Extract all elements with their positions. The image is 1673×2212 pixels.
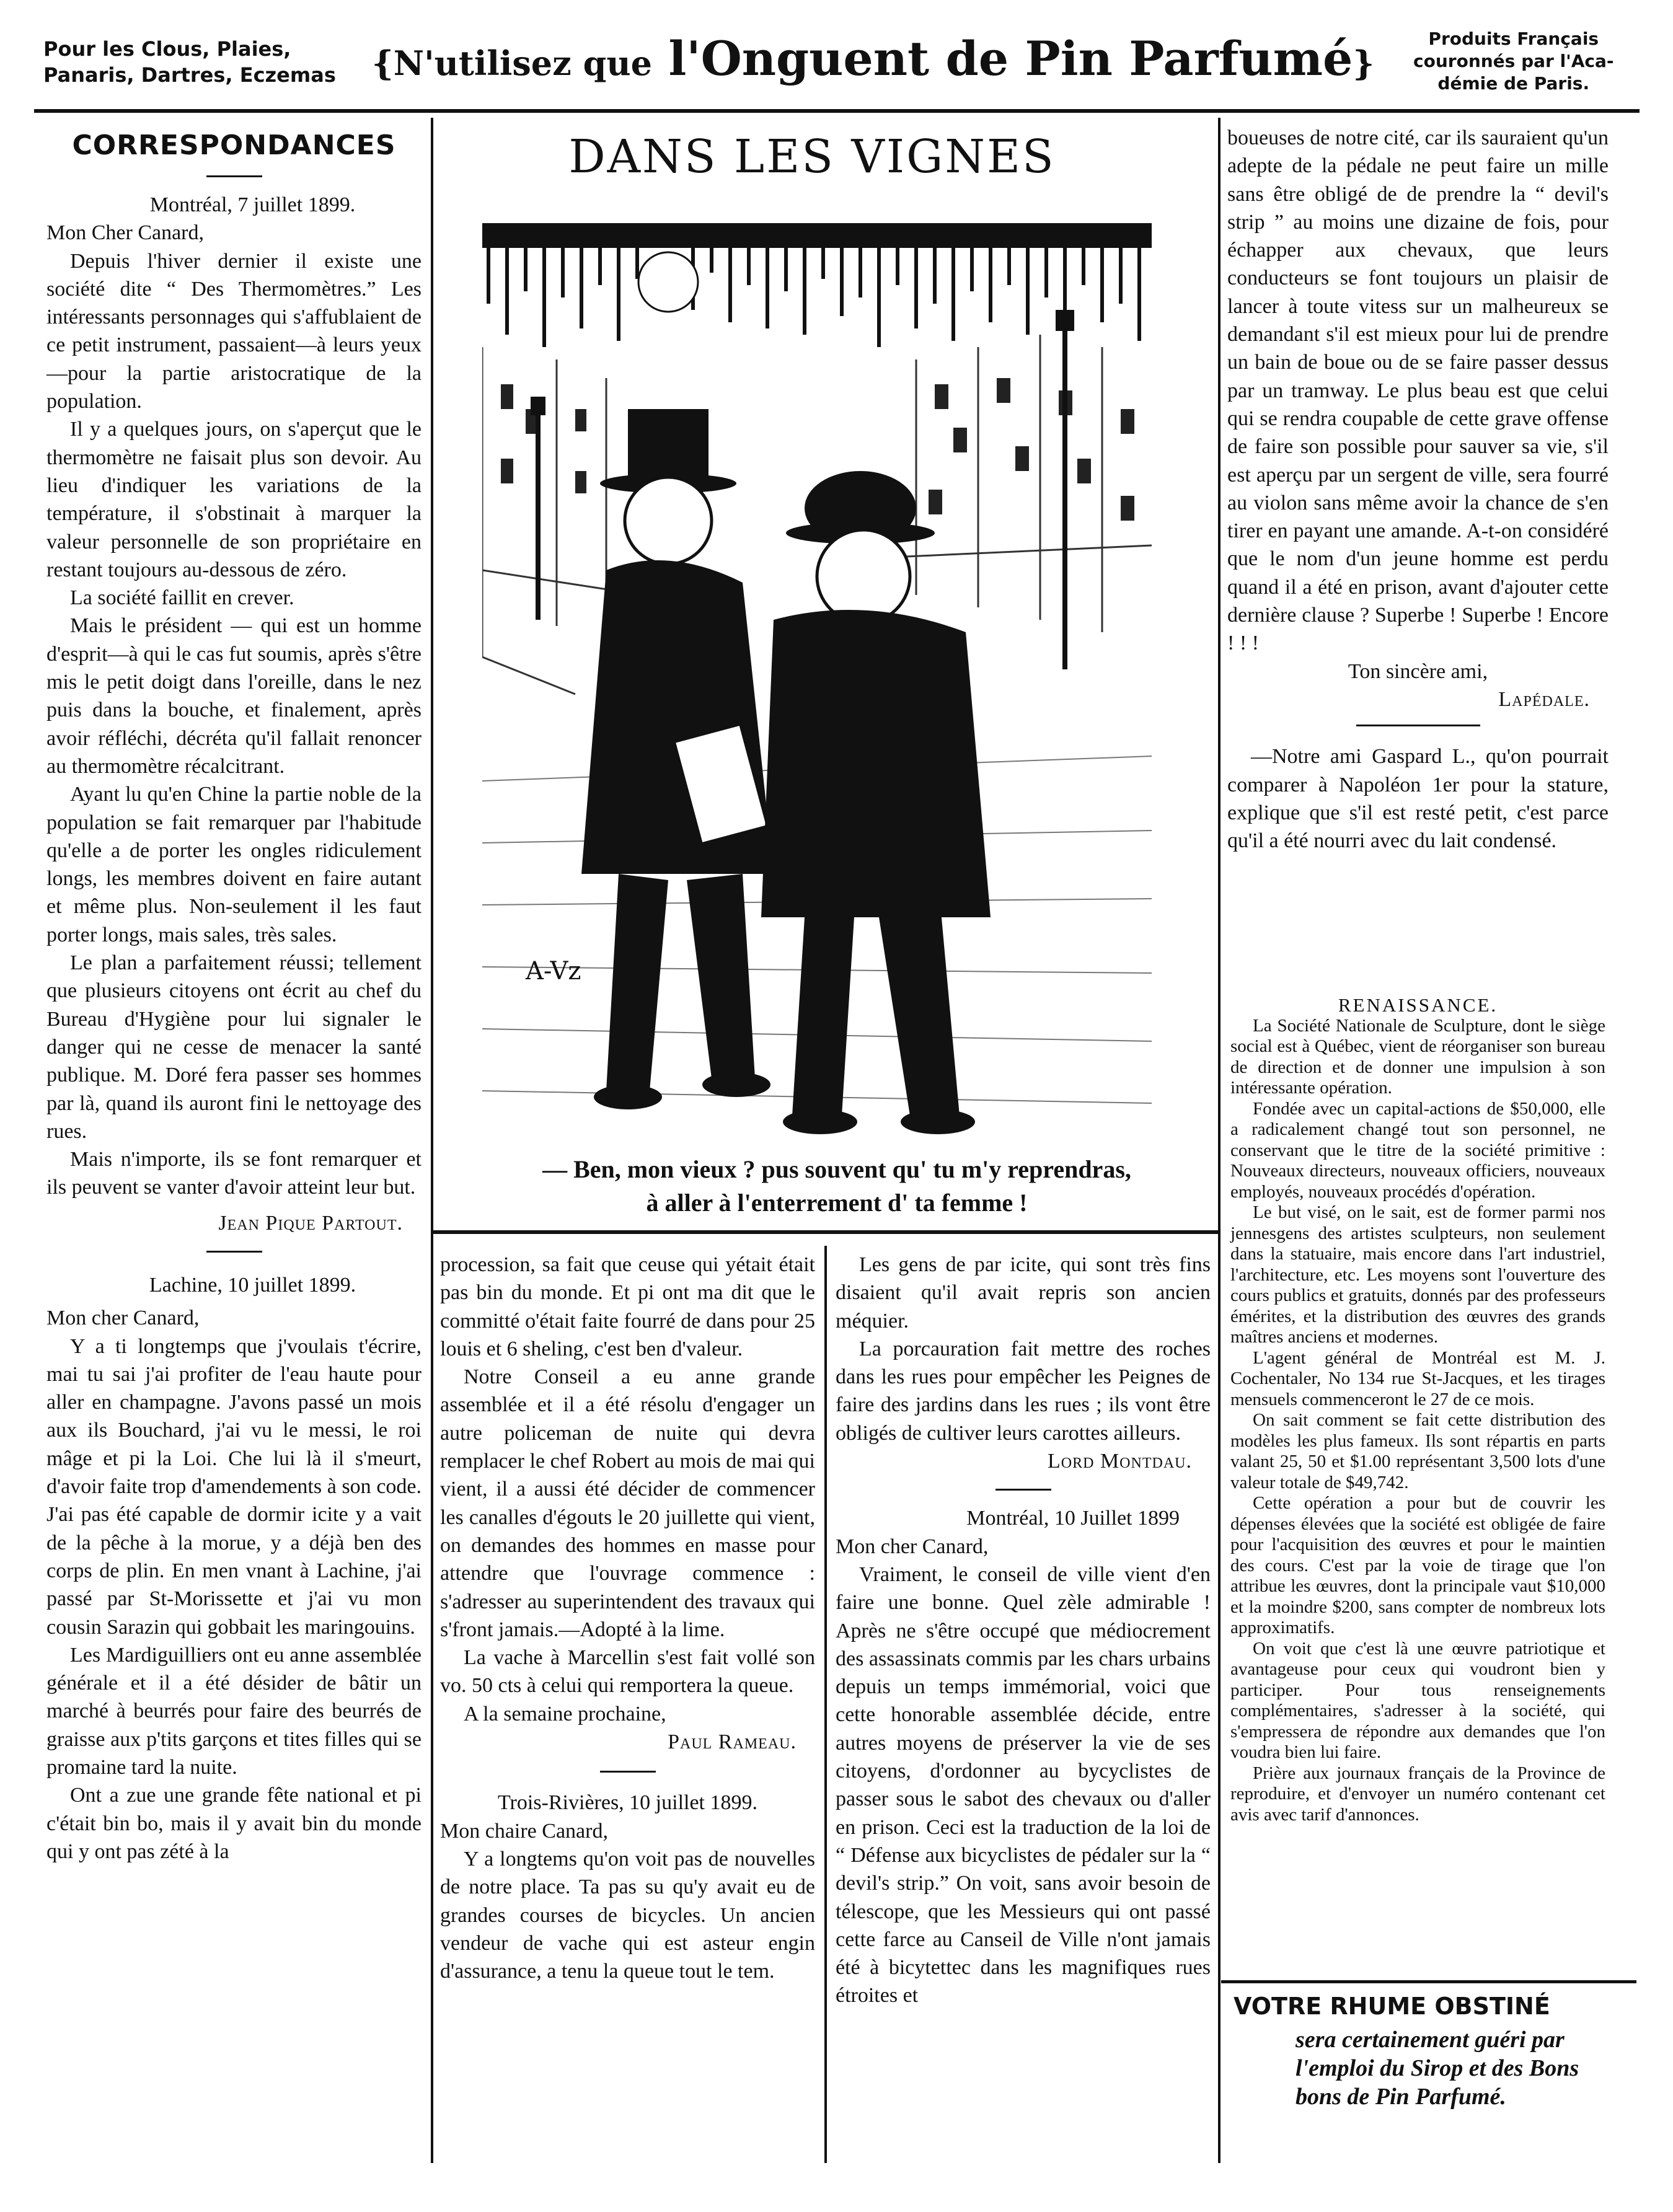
- paragraph: —Notre ami Gaspard L., qu'on pourrait comparer à Napoléon 1er pour la stature, explique que s'il est resté petit, c'est parce qu'il a été nourri avec du lait condensé.: [1227, 745, 1609, 853]
- paragraph: L'agent général de Montréal est M. J. Cochentaler, No 134 rue St-Jacques, et les tirages mensuels commenceront le 27 de ce mois.: [1230, 1347, 1605, 1409]
- divider: [206, 175, 262, 177]
- banner-prefix: {N'utilisez que: [372, 43, 652, 83]
- banner-right-text: [1413, 28, 1614, 95]
- notice-title: RENAISSANCE.: [1338, 994, 1498, 1016]
- paragraph: Ayant lu qu'en Chine la partie noble de la population se fait remarquer par l'habitude qu'elle a de porter les ongles ridiculement longs, les membres doivent en faire autant et même plus. Non-seulement il les faut porter longs, mais sales, très sales.: [46, 783, 422, 946]
- paragraph: Mais n'importe, ils se font remarquer et ils peuvent se vanter d'avoir atteint leur but.: [46, 1148, 422, 1199]
- paragraph: Notre Conseil a eu anne grande assemblée et il a été résolu d'engager un autre policeman de nuite qui devra remplacer le chef Robert au mois de mai qui vient, il a aussi été décider de commencer les canalles d'égouts le 20 juillette qui vient, on demandes des hommes en masse pour attendre que l'ouvrage commence : s'adresser au superintendent des travaux qui s'front jamais.—Adopté à la lime.: [440, 1365, 815, 1641]
- signature: Lord Montdau.: [1048, 1450, 1192, 1473]
- signature: Lapédale.: [1498, 687, 1590, 711]
- column-1: [46, 127, 422, 1866]
- letter-salutation: Mon cher Canard,: [836, 1535, 989, 1558]
- paragraph: Depuis l'hiver dernier il existe une société dite “ Des Thermomètres.” Les intéressants personnages qui s'affublaient de ce petit instrument, passaient—à leurs yeux—pour la partie aristocratique de la population.: [46, 249, 422, 413]
- paragraph: Fondée avec un capital-actions de $50,000, elle a radicalement changé tout son personnel, ne conservant que le titre de la société primitive : Nouveaux directeurs, nouveaux officiers, nouveaux employés, nouveaux procédés d'opération.: [1230, 1098, 1605, 1202]
- letter-salutation: Mon Cher Canard,: [46, 221, 205, 245]
- paragraph: Le plan a parfaitement réussi; tellement que plusieurs citoyens ont écrit au chef du Bureau d'Hygiène pour lui signaler le danger qui ne cesse de menacer la santé publique. M. Doré fera passer ses hommes par là, quand ils auront fini le nettoyage des rues.: [46, 951, 422, 1143]
- paragraph: La société faillit en crever.: [70, 586, 294, 610]
- signature: Jean Pique Partout.: [218, 1211, 403, 1235]
- artist-signature: A-Vz: [526, 957, 581, 985]
- paragraph: La Société Nationale de Sculpture, dont le siège social est à Québec, vient de réorganiser son bureau de direction et de donner une impulsion à son intéressante opération.: [1230, 1015, 1605, 1098]
- column-rule: [431, 118, 433, 2163]
- paragraph: On sait comment se fait cette distribution des modèles les plus fameux. Ils sont répartis en parts valant 25, 50 et $1.00 représentant 3,500 lots d'une valeur totale de $49,742.: [1230, 1410, 1605, 1492]
- advertisement: [1234, 1991, 1618, 2111]
- renaissance-notice: [1230, 995, 1605, 1825]
- letter-date: Montréal, 7 juillet 1899.: [149, 193, 356, 216]
- divider: [600, 1771, 656, 1773]
- column-4: [1227, 124, 1609, 855]
- column-rule: [1218, 118, 1221, 2163]
- paragraph: On voit que c'est là une œuvre patriotique et avantageuse pour ceux qui voudront bien y participer. Pour tous renseignements complémentaires, s'adresser à la société, qui s'empressera de répondre aux demandes que l'on voudra bien lui faire.: [1230, 1638, 1605, 1762]
- ad-body: sera certainement guéri par l'emploi du Sirop et des Bons bons de Pin Parfumé.: [1296, 2027, 1579, 2110]
- paragraph: Les Mardiguilliers ont eu anne assemblée générale et il a été désider de bâtir un marché à beurrés pour faire des beurrés de graisse aux p'tits garçons et tites filles qui se promaine tard la nuite.: [46, 1643, 422, 1779]
- illustration-caption: [508, 1153, 1165, 1220]
- paragraph: Mais le président — qui est un homme d'esprit—à qui le cas fut soumis, après s'être mis le petit doigt dans l'oreille, dans le nez puis dans la bouche, et finalement, après avoir réfléchi, décréta qu'il fallait renoncer au thermomètre récalcitrant.: [46, 614, 422, 778]
- banner-left-line2: Panaris, Dartres, Eczemas: [43, 63, 336, 87]
- letter-date: Montréal, 10 Juillet 1899: [966, 1507, 1180, 1530]
- ad-headline: VOTRE RHUME OBSTINÉ: [1234, 1993, 1550, 2020]
- section-heading: CORRESPONDANCES: [72, 130, 396, 161]
- masthead-banner: [37, 25, 1636, 105]
- moon: [638, 252, 698, 312]
- column-3: [836, 1251, 1211, 2010]
- advertisement-rule: [1221, 1980, 1636, 1983]
- illustration-title: DANS LES VIGNES: [568, 130, 1056, 183]
- signature: Paul Rameau.: [668, 1730, 797, 1754]
- illustration-bottom-rule: [433, 1230, 1219, 1234]
- column-rule: [824, 1246, 827, 2163]
- banner-headline: [372, 25, 1374, 97]
- banner-rule: [34, 109, 1640, 113]
- banner-left-line1: Pour les Clous, Plaies,: [43, 37, 291, 61]
- letter-salutation: Mon chaire Canard,: [440, 1819, 608, 1843]
- banner-right-line3: démie de Paris.: [1437, 73, 1590, 94]
- caption-line-2: à aller à l'enterrement d' ta femme !: [646, 1189, 1028, 1217]
- paragraph: Il y a quelques jours, on s'aperçut que le thermomètre ne faisait plus son devoir. Au lieu d'indiquer les variations de la température, il s'obstinait à marquer la valeur personnelle de son propriétaire en restant toujours au-dessous de zéro.: [46, 418, 422, 581]
- paragraph: Vraiment, le conseil de ville vient d'en faire une bonne. Quel zèle admirable ! Après ne s'être occupé que médiocrement des assassinats commis par les chars urbains depuis un temps immémorial, voici que cette honorable assemblée décide, entre autres moyens de préserver la vie de ses citoyens, d'ordonner au bycyclistes de passer sous le sabot des chevaux ou d'aller en prison. Ceci est la traduction de la loi de “ Défense aux bicyclistes de pédaler sur la “ devil's strip.” On voit, sans avoir besoin de télescope, que les Messieurs qui ont passé cette farce au Canseil de Ville n'ont jamais été à bicytettec dans les magnifiques rues étroites et: [836, 1562, 1211, 2007]
- paragraph: Cette opération a pour but de couvrir les dépenses élevées que la société est obligée de faire pour l'acquisition des œuvres et pour le maintien des cours. C'est par la voie de tirage que l'on attribue les œuvres, dont la principale vaut $10,000 et la moindre $200, sans compter de nombreux lots approximatifs.: [1230, 1493, 1605, 1637]
- banner-suffix: }: [1353, 43, 1375, 83]
- divider: [1356, 725, 1480, 726]
- paragraph: A la semaine prochaine,: [464, 1702, 666, 1725]
- letter-date: Lachine, 10 juillet 1899.: [149, 1273, 356, 1297]
- paragraph: Y a ti longtemps que j'voulais t'écrire, mai tu sai j'ai profiter de l'eau haute pour aller en champagne. J'avons passé un mois aux ils Bouchard, j'ai vu le messi, le roi mâge et pi la Loi. Che lui là il s'meurt, d'avoir faite trop d'amendements à son code. J'ai pas été capable de dormir icite y a vait de la pêche à la morue, y a déjà ben des corps de plin. En men vnant à Lachine, j'ai passé par St-Morissette et j'ai vu mon cousin Sarazin qui gobbait les maringouins.: [46, 1334, 422, 1639]
- paragraph: Y a longtems qu'on voit pas de nouvelles de notre place. Ta pas su qu'y avait eu de grandes courses de bicycles. Un ancien vendeur de vache qui est asteur engin d'assurance, a tenu la queue tout le tem.: [440, 1847, 815, 1983]
- letter-closing: Ton sincère ami,: [1348, 659, 1488, 683]
- paragraph: Le but visé, on le sait, est de former parmi nos jennesgens des artistes sculpteurs, non seulement dans la statuaire, mais encore dans l'art industriel, l'architecture, etc. Les moyens sont l'ouverture des cours publics et gratuits, donnés par des professeurs émérites, et la distribution des œuvres des grands maîtres anciens et modernes.: [1230, 1202, 1605, 1347]
- banner-left-text: [43, 36, 336, 88]
- paragraph: boueuses de notre cité, car ils sauraient qu'un adepte de la pédale ne peut faire un mille sans être obligé de de prendre la “ devil's strip ” au moins une dizaine de fois, pour échapper aux chevaux, que leurs conducteurs se font toujours un plaisir de lancer à toute vitess sur un malheureux se demandant s'il est mieux pour lui de prendre un bain de boue ou de se faire passer dessus par un tramway. Le plus beau est que celui qui se rendra coupable de cette grave offense de faire son possible pour sauver sa vie, s'il est aperçu par un sergent de ville, sera fourré au violon sans même avoir la chance de s'en tirer en payant une amande. A-t-on considéré que le nom d'un jeune homme est perdu quand il a été en prison, avant d'ajouter cette dernière clause ? Superbe ! Superbe ! Encore ! ! !: [1227, 126, 1609, 655]
- divider: [995, 1489, 1051, 1491]
- paragraph: La porcauration fait mettre des roches dans les rues pour empêcher les Peignes de faire des jardins dans les rues ; ils vont être obligés de cultiver leurs carottes ailleurs.: [836, 1337, 1211, 1445]
- paragraph: Ont a zue une grande fête national et pi c'était bin bo, mais il y avait bin du monde qui y ont pas zété à la: [46, 1784, 422, 1863]
- paragraph: Prière aux journaux français de la Province de reproduire, et d'envoyer un numéro contenant cet avis avec tarif d'annonces.: [1230, 1763, 1605, 1825]
- divider: [206, 1251, 262, 1253]
- cartoon-illustration: [482, 223, 1152, 1147]
- column-2: [440, 1251, 815, 1985]
- letter-salutation: Mon cher Canard,: [46, 1306, 200, 1330]
- paragraph: procession, sa fait que ceuse qui yétait était pas bin du monde. Et pi ont ma dit que le committé o'était faite fourré de dans pour 25 louis et 6 sheling, c'est ben d'valeur.: [440, 1253, 815, 1360]
- caption-line-1: — Ben, mon vieux ? pus souvent qu' tu m'y reprendras,: [542, 1155, 1131, 1183]
- paragraph: La vache à Marcellin s'est fait vollé son vo. 50 cts à celui qui remportera la queue.: [440, 1646, 815, 1698]
- banner-right-line1: Produits Français: [1428, 29, 1599, 49]
- banner-title: l'Onguent de Pin Parfumé: [668, 31, 1353, 86]
- paragraph: Les gens de par icite, qui sont très fins disaient qu'il avait repris son ancien méquier.: [836, 1253, 1211, 1333]
- banner-right-line2: couronnés par l'Aca-: [1413, 51, 1614, 71]
- letter-date: Trois-Rivières, 10 juillet 1899.: [497, 1791, 758, 1815]
